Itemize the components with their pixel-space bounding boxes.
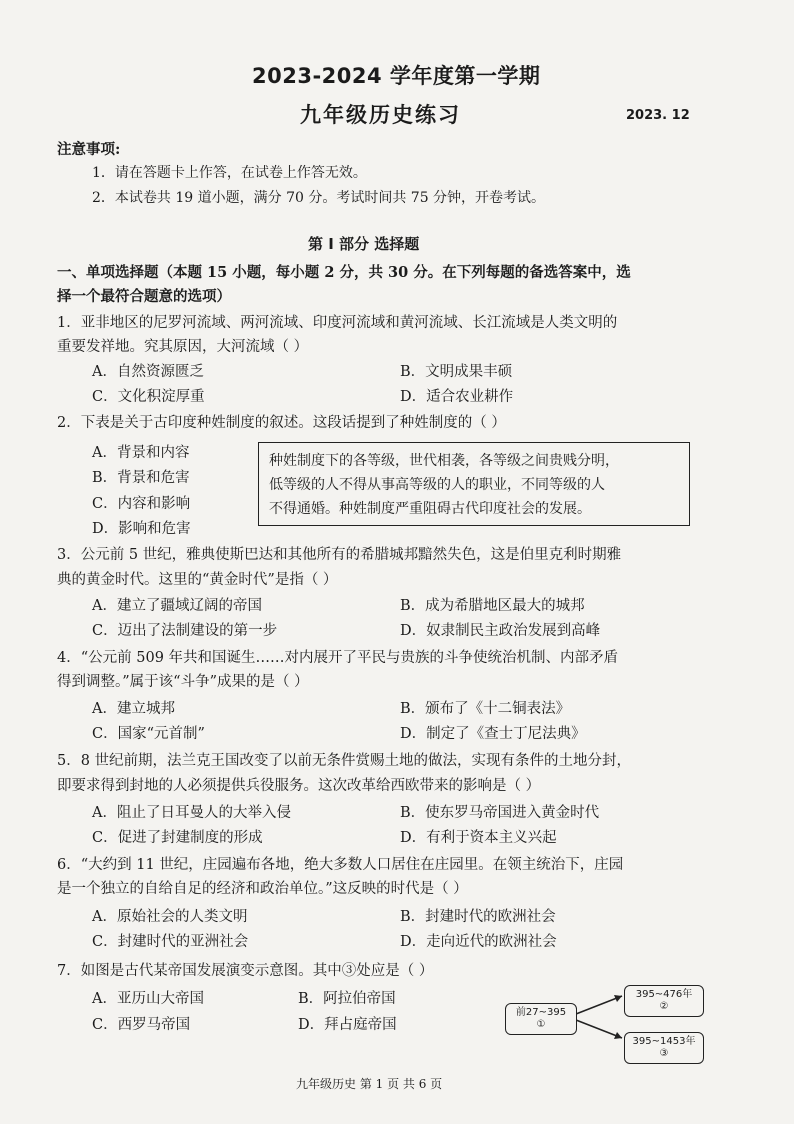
notice-item: 2．本试卷共 19 道小题，满分 70 分。考试时间共 75 分钟，开卷考试。 [92, 190, 546, 206]
diagram-box-years: 前27~395 [515, 1007, 567, 1018]
question-stem: 即要求得到封地的人必须提供兵役服务。这次改革给西欧带来的影响是（ ） [57, 778, 541, 794]
option-d: D．影响和危害 [92, 521, 191, 537]
diagram-box-3 [624, 1032, 704, 1064]
quote-line: 不得通婚。种姓制度严重阻碍古代印度社会的发展。 [269, 501, 591, 517]
option-d: D．奴隶制民主政治发展到高峰 [400, 623, 601, 639]
diagram-box-years: 395~1453年 [632, 1036, 696, 1047]
option-b: B．颁布了《十二铜表法》 [400, 701, 571, 717]
diagram-box-mark: ② [659, 1001, 669, 1012]
question-stem: 7．如图是古代某帝国发展演变示意图。其中③处应是（ ） [57, 963, 434, 979]
option-b: B．封建时代的欧洲社会 [400, 909, 556, 925]
question-stem: 5．8 世纪前期，法兰克王国改变了以前无条件赏赐土地的做法，实现有条件的土地分封， [57, 753, 632, 769]
option-c: C．封建时代的亚洲社会 [92, 934, 249, 950]
diagram-box-2 [624, 985, 704, 1017]
option-c: C．促进了封建制度的形成 [92, 830, 263, 846]
option-a: A．建立了疆域辽阔的帝国 [92, 598, 262, 614]
option-a: A．建立城邦 [92, 701, 175, 717]
question-stem: 2．下表是关于古印度种姓制度的叙述。这段话提到了种姓制度的（ ） [57, 415, 506, 431]
quote-line: 种姓制度下的各等级，世代相袭，各等级之间贵贱分明， [269, 453, 619, 469]
option-a: A．原始社会的人类文明 [92, 909, 248, 925]
exam-date: 2023. 12 [626, 108, 690, 123]
option-d: D．适合农业耕作 [400, 389, 514, 405]
question-stem: 是一个独立的自给自足的经济和政治单位。”这反映的时代是（ ） [57, 881, 468, 897]
exam-title: 2023-2024 学年度第一学期 [252, 64, 541, 88]
diagram-box-mark: ① [536, 1019, 546, 1030]
page-footer: 九年级历史 第 1 页 共 6 页 [296, 1077, 443, 1091]
option-a: A．亚历山大帝国 [92, 991, 204, 1007]
quote-line: 低等级的人不得从事高等级的人的职业，不同等级的人 [269, 477, 605, 493]
notice-heading: 注意事项: [57, 141, 121, 158]
question-stem: 重要发祥地。究其原因，大河流域（ ） [57, 339, 309, 355]
option-a: A．自然资源匮乏 [92, 364, 204, 380]
option-d: D．制定了《查士丁尼法典》 [400, 726, 586, 742]
option-c: C．迈出了法制建设的第一步 [92, 623, 278, 639]
option-b: B．阿拉伯帝国 [298, 991, 396, 1007]
option-d: D．走向近代的欧洲社会 [400, 934, 557, 950]
notice-item: 1．请在答题卡上作答，在试卷上作答无效。 [92, 165, 367, 181]
diagram-box-mark: ③ [659, 1048, 669, 1059]
option-d: D．有利于资本主义兴起 [400, 830, 557, 846]
section-intro: 择一个最符合题意的选项） [57, 288, 231, 305]
option-c: C．内容和影响 [92, 496, 191, 512]
question-stem: 典的黄金时代。这里的“黄金时代”是指（ ） [57, 572, 338, 588]
option-b: B．文明成果丰硕 [400, 364, 513, 380]
question-stem: 得到调整。”属于该“斗争”成果的是（ ） [57, 674, 309, 690]
option-c: C．西罗马帝国 [92, 1017, 191, 1033]
diagram-box-years: 395~476年 [635, 989, 693, 1000]
section-intro: 一、单项选择题（本题 15 小题，每小题 2 分，共 30 分。在下列每题的备选答案中，选 [57, 264, 631, 281]
option-b: B．成为希腊地区最大的城邦 [400, 598, 585, 614]
option-c: C．国家“元首制” [92, 726, 205, 742]
part-title: 第 I 部分 选择题 [308, 235, 420, 253]
exam-subtitle: 九年级历史练习 [300, 103, 461, 127]
option-c: C．文化积淀厚重 [92, 389, 205, 405]
option-a: A．阻止了日耳曼人的大举入侵 [92, 805, 291, 821]
option-b: B．使东罗马帝国进入黄金时代 [400, 805, 600, 821]
option-b: B．背景和危害 [92, 470, 190, 486]
question-stem: 4．“公元前 509 年共和国诞生……对内展开了平民与贵族的斗争使统治机制、内部矛盾 [57, 650, 619, 666]
option-a: A．背景和内容 [92, 445, 190, 461]
question-stem: 3．公元前 5 世纪，雅典使斯巴达和其他所有的希腊城邦黯然失色，这是伯里克利时期雅 [57, 547, 622, 563]
arrow-line [576, 996, 622, 1014]
diagram-box-1 [505, 1003, 577, 1035]
arrow-line [576, 1020, 622, 1038]
quote-box [258, 442, 690, 526]
question-stem: 6．“大约到 11 世纪，庄园遍布各地，绝大多数人口居住在庄园里。在领主统治下，庄园 [57, 857, 624, 873]
option-d: D．拜占庭帝国 [298, 1017, 397, 1033]
question-stem: 1．亚非地区的尼罗河流域、两河流域、印度河流域和黄河流域、长江流域是人类文明的 [57, 315, 618, 331]
